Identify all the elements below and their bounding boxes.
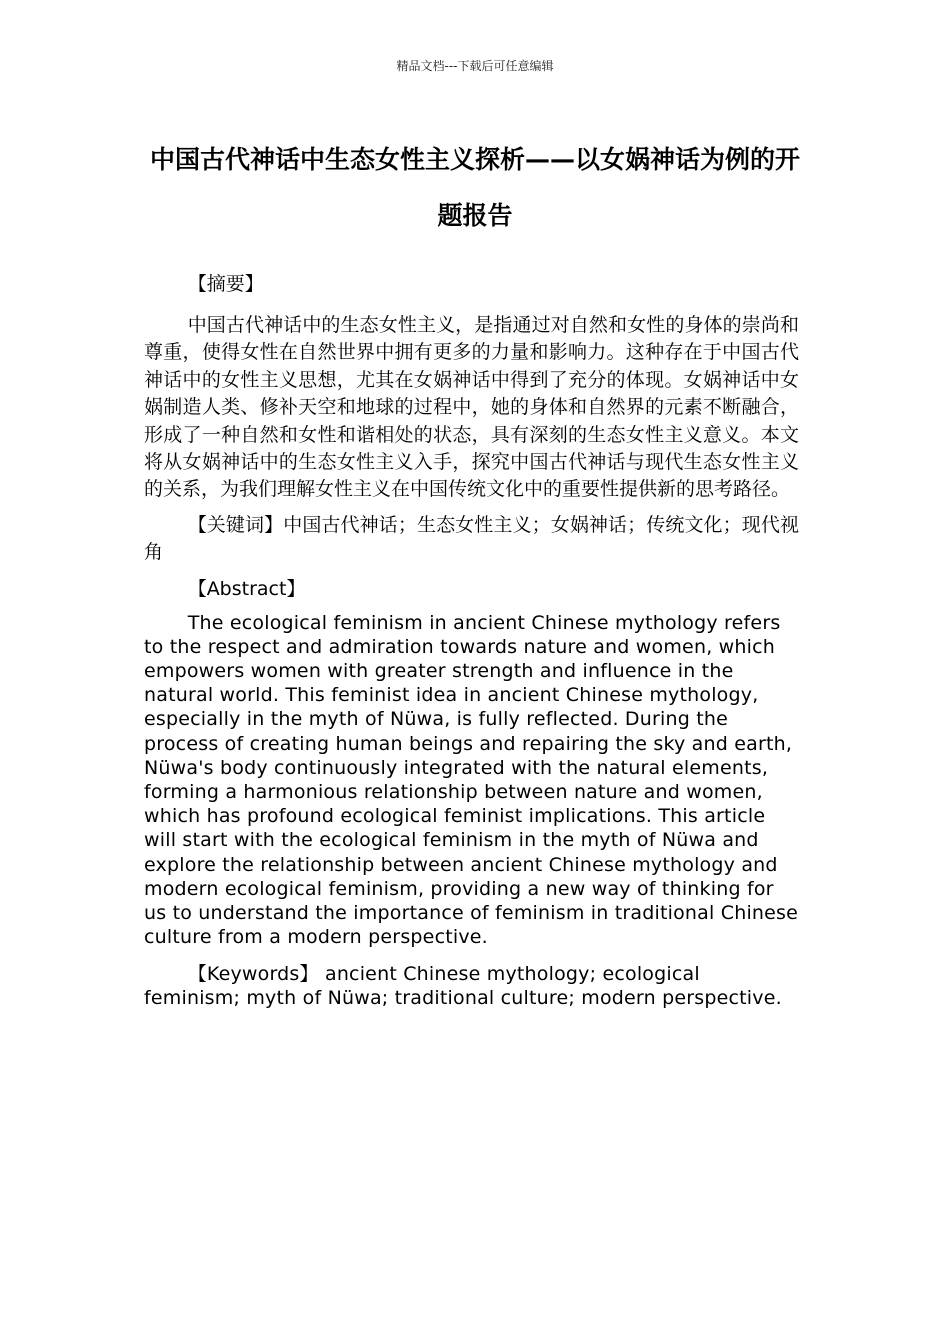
abstract-cn-heading: 【摘要】	[187, 273, 264, 295]
abstract-cn-body: 中国古代神话中的生态女性主义，是指通过对自然和女性的身体的崇尚和尊重，使得女性在自然世界中拥有更多的力量和影响力。这种存在于中国古代神话中的女性主义思想，尤其在女娲神话中得到了充分的体现。女娲神话中女娲制造人类、修补天空和地球的过程中，她的身体和自然界的元素不断融合，形成了一种自然和女性和谐相处的状态，具有深刻的生态女性主义意义。本文将从女娲神话中的生态女性主义入手，探究中国古代神话与现代生态女性主义的关系，为我们理解女性主义在中国传统文化中的重要性提供新的思考路径。	[144, 314, 799, 501]
document-body	[144, 270, 799, 1010]
document-title: 中国古代神话中生态女性主义探析——以女娲神话为例的开题报告	[149, 145, 800, 230]
keywords-cn: 【关键词】中国古代神话；生态女性主义；女娲神话；传统文化；现代视角	[144, 513, 799, 564]
abstract-en-body: The ecological feminism in ancient Chinese mythology refers to the respect and admiration towards nature and women, which empowers women with greater strength and influence in the natural world. This feminist idea in ancient Chinese mythology, especially in the myth of Nüwa, is fully reflected. During the process of creating human beings and repairing the sky and earth, Nüwa's body continuously integrated with the natural elements, forming a harmonious relationship between nature and women, which has profound ecological feminist implications. This article will start with the ecological feminism in the myth of Nüwa and explore the relationship between ancient Chinese mythology and modern ecological feminism, providing a new way of thinking for us to understand the importance of feminism in traditional Chinese culture from a modern perspective.	[144, 611, 799, 949]
abstract-en-heading: 【Abstract】	[187, 577, 306, 600]
keywords-en: 【Keywords】 ancient Chinese mythology; ecological feminism; myth of Nüwa; traditional culture; modern perspective.	[144, 962, 782, 1009]
header-note: 精品文档---下载后可任意编辑	[396, 59, 554, 73]
